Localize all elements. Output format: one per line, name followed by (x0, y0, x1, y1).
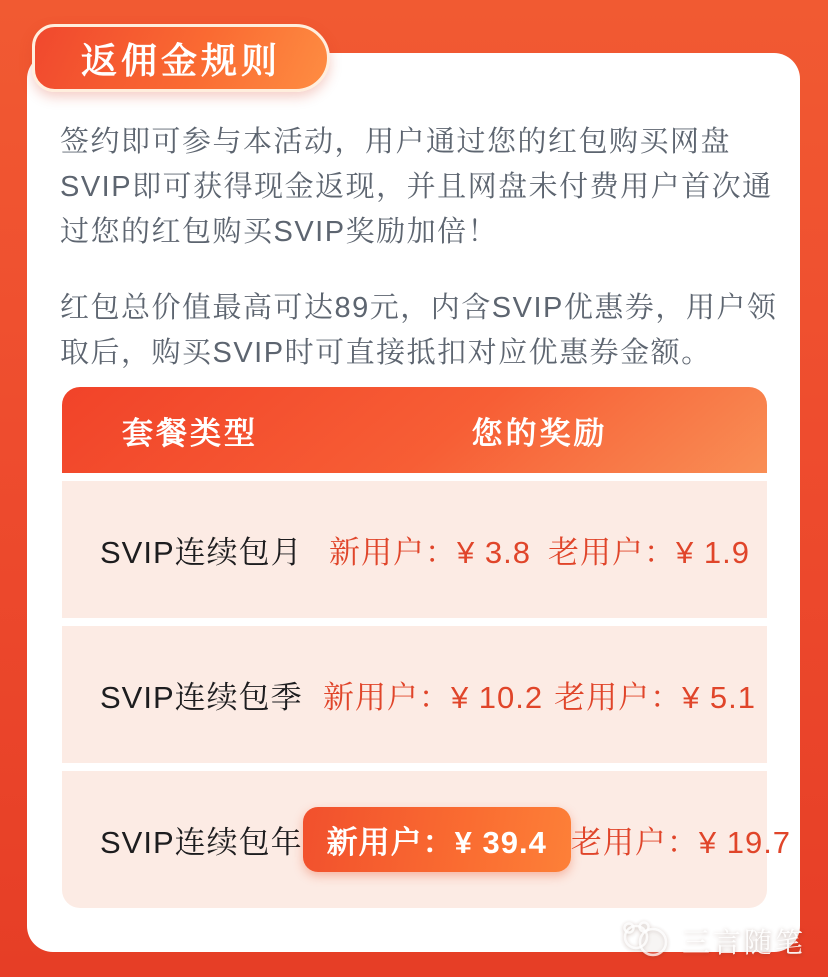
old-user-value: ¥ 1.9 (676, 535, 750, 570)
table-row-quarterly (62, 626, 767, 763)
old-user-reward (554, 672, 756, 717)
new-user-reward (323, 672, 543, 717)
rules-description (60, 120, 778, 407)
mascot-bubbles-icon (619, 916, 673, 965)
table-row-yearly (62, 771, 792, 908)
plan-type-label: SVIP连续包季 (100, 680, 303, 715)
rules-paragraph-1: 签约即可参与本活动，用户通过您的红包购买网盘SVIP即可获得现金返现，并且网盘未付费用户首次通过您的红包购买SVIP奖励加倍！ (60, 126, 773, 248)
new-user-value: ¥ 39.4 (454, 825, 547, 860)
new-user-value: ¥ 3.8 (457, 535, 531, 570)
old-user-label: 老用户： (548, 535, 677, 570)
old-user-reward (548, 527, 750, 572)
old-user-reward (571, 817, 791, 862)
new-user-reward (329, 527, 531, 572)
watermark-text: 三言随笔 (681, 926, 806, 958)
table-header (62, 387, 767, 473)
new-user-value: ¥ 10.2 (450, 680, 544, 715)
reward-cell (312, 527, 767, 572)
table-row-monthly (62, 481, 767, 618)
new-user-reward-highlighted (303, 807, 571, 872)
new-user-label: 新用户： (329, 535, 458, 570)
rules-paragraph-2: 红包总价值最高可达89元，内含SVIP优惠券，用户领取后，购买SVIP时可直接抵扣对应优惠券金额。 (60, 292, 778, 369)
reward-cell (312, 672, 767, 717)
rules-badge-label: 返佣金规则 (81, 39, 282, 81)
old-user-value: ¥ 19.7 (698, 825, 792, 860)
watermark (619, 916, 806, 965)
new-user-label: 新用户： (326, 825, 455, 860)
plan-type-label: SVIP连续包年 (100, 825, 303, 860)
rules-badge (32, 24, 330, 92)
header-your-reward: 您的奖励 (471, 415, 608, 451)
reward-cell (303, 807, 791, 872)
plan-type-label: SVIP连续包月 (100, 535, 303, 570)
rewards-table (62, 387, 792, 908)
old-user-label: 老用户： (570, 825, 699, 860)
old-user-label: 老用户： (554, 680, 683, 715)
new-user-label: 新用户： (322, 680, 451, 715)
header-plan-type: 套餐类型 (122, 415, 258, 451)
old-user-value: ¥ 5.1 (682, 680, 757, 715)
